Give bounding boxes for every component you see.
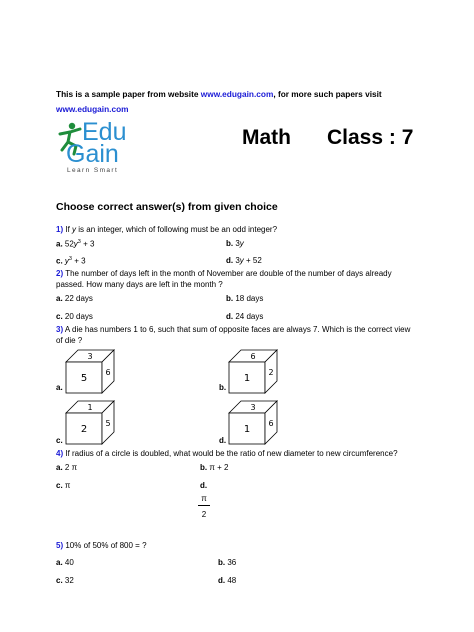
- question-text: A die has numbers 1 to 6, such that sum of opposite faces are always 7. Which is the correct view: [63, 325, 411, 334]
- question-2: [56, 268, 392, 279]
- die-top-face: 3: [87, 352, 93, 361]
- section-heading: Choose correct answer(s) from given choice: [56, 201, 278, 213]
- option-text: 48: [225, 576, 237, 585]
- question-number: 4): [56, 449, 64, 458]
- option-text: π + 2: [207, 463, 229, 472]
- option-text: 52: [62, 239, 74, 249]
- header-link-2[interactable]: www.edugain.com: [56, 104, 129, 114]
- option-label: c.: [56, 481, 63, 490]
- option-label: c.: [56, 256, 63, 266]
- option-text: 36: [225, 558, 237, 567]
- q3-die-d: [226, 397, 286, 447]
- q5-option-d[interactable]: [218, 576, 236, 585]
- option-exponent: 3: [77, 239, 81, 245]
- die-front-face: 5: [80, 373, 88, 384]
- die-front-face: 1: [243, 373, 251, 384]
- option-label: c.: [56, 576, 63, 585]
- die-top-face: 6: [250, 352, 256, 361]
- q2-option-d[interactable]: [226, 312, 263, 321]
- option-text: 18 days: [233, 294, 264, 303]
- option-text: 32: [62, 576, 74, 585]
- logo-text-gain: Gain: [66, 140, 119, 168]
- q1-option-d[interactable]: [226, 256, 262, 265]
- question-text: is an integer, which of following must be an odd integer?: [76, 225, 278, 234]
- question-4: [56, 448, 398, 459]
- q2-option-a[interactable]: [56, 294, 93, 303]
- q5-option-a[interactable]: [56, 558, 74, 567]
- question-number: 3): [56, 325, 64, 334]
- option-var: y: [239, 239, 244, 248]
- class-title: Class : 7: [327, 126, 414, 149]
- option-label: b.: [218, 558, 226, 567]
- q3-die-b: [226, 346, 286, 396]
- option-var: y: [239, 256, 244, 265]
- option-label: a.: [56, 558, 63, 567]
- option-label: c.: [56, 312, 63, 321]
- fraction-numerator: π: [201, 494, 207, 503]
- option-label: a.: [56, 294, 63, 303]
- header-intro: This is a sample paper from website: [56, 89, 201, 99]
- option-text: π: [62, 481, 71, 490]
- q3-option-c[interactable]: [56, 436, 63, 445]
- question-text-line2: passed. How many days are left in the month ?: [56, 280, 223, 289]
- fraction-denominator: 2: [201, 510, 207, 519]
- question-text: If radius of a circle is doubled, what would be the ratio of new diameter to new circumference?: [63, 449, 398, 458]
- logo-text-edu: Edu: [82, 118, 127, 146]
- q3-die-a: [63, 346, 123, 396]
- q4-option-a[interactable]: [56, 463, 77, 472]
- option-label: b.: [226, 294, 234, 303]
- q2-option-c[interactable]: [56, 312, 93, 321]
- option-text: 3: [233, 239, 240, 248]
- q4-option-c[interactable]: [56, 481, 70, 490]
- option-label: a.: [56, 239, 63, 249]
- header-link-1[interactable]: www.edugain.com: [200, 89, 274, 99]
- header-note: [56, 89, 382, 99]
- die-front-face: 1: [243, 424, 251, 435]
- option-text: 24 days: [233, 312, 264, 321]
- q5-option-c[interactable]: [56, 576, 74, 585]
- header-outro: , for more such papers visit: [273, 89, 382, 99]
- question-text: 10% of 50% of 800 = ?: [63, 541, 147, 550]
- option-text: 2 π: [62, 463, 78, 472]
- option-text: 3: [233, 256, 240, 265]
- q4-fraction: [196, 494, 212, 519]
- question-5: [56, 540, 147, 551]
- question-3: [56, 324, 410, 335]
- q2-option-b[interactable]: [226, 294, 263, 303]
- option-label: d.: [219, 436, 227, 445]
- q1-option-a[interactable]: [56, 239, 94, 249]
- q3-option-a[interactable]: [56, 383, 63, 392]
- q1-option-c[interactable]: [56, 256, 86, 266]
- option-text: 22 days: [62, 294, 93, 303]
- option-text: + 3: [71, 256, 86, 266]
- die-side-face: 6: [268, 419, 274, 428]
- question-number: 2): [56, 269, 64, 278]
- option-text: + 52: [243, 256, 262, 265]
- option-text: + 3: [80, 239, 95, 249]
- question-var: y: [72, 225, 77, 234]
- q5-option-b[interactable]: [218, 558, 236, 567]
- die-front-face: 2: [80, 424, 88, 435]
- question-text: If: [63, 225, 73, 234]
- option-text: 40: [62, 558, 74, 567]
- subject-title: Math: [242, 126, 291, 149]
- option-label: a.: [56, 463, 63, 472]
- q1-option-b[interactable]: [226, 239, 244, 248]
- option-label: d.: [218, 576, 226, 585]
- option-var: y: [64, 256, 69, 266]
- option-label: b.: [226, 239, 234, 248]
- die-side-face: 2: [268, 368, 274, 377]
- option-label: b.: [200, 463, 208, 472]
- die-side-face: 5: [105, 419, 111, 428]
- question-1: [56, 224, 277, 235]
- option-label: a.: [56, 383, 63, 392]
- option-label: c.: [56, 436, 63, 445]
- option-label: d.: [226, 256, 234, 265]
- option-exponent: 3: [68, 256, 72, 262]
- die-top-face: 3: [250, 403, 256, 412]
- option-label: d.: [226, 312, 234, 321]
- q4-option-d[interactable]: [200, 481, 207, 490]
- option-var: y: [73, 239, 78, 249]
- option-label: d.: [200, 481, 208, 490]
- die-side-face: 6: [105, 368, 111, 377]
- q3-die-c: [63, 397, 123, 447]
- logo-tagline: Learn Smart: [67, 167, 119, 174]
- edugain-logo: [56, 120, 176, 180]
- q4-option-b[interactable]: [200, 463, 228, 472]
- option-label: b.: [219, 383, 227, 392]
- die-top-face: 1: [87, 403, 93, 412]
- question-number: 1): [56, 225, 64, 234]
- question-text: The number of days left in the month of November are double of the number of days already: [63, 269, 392, 278]
- question-text-line2: of die ?: [56, 336, 83, 345]
- question-number: 5): [56, 541, 64, 550]
- option-text: 20 days: [62, 312, 93, 321]
